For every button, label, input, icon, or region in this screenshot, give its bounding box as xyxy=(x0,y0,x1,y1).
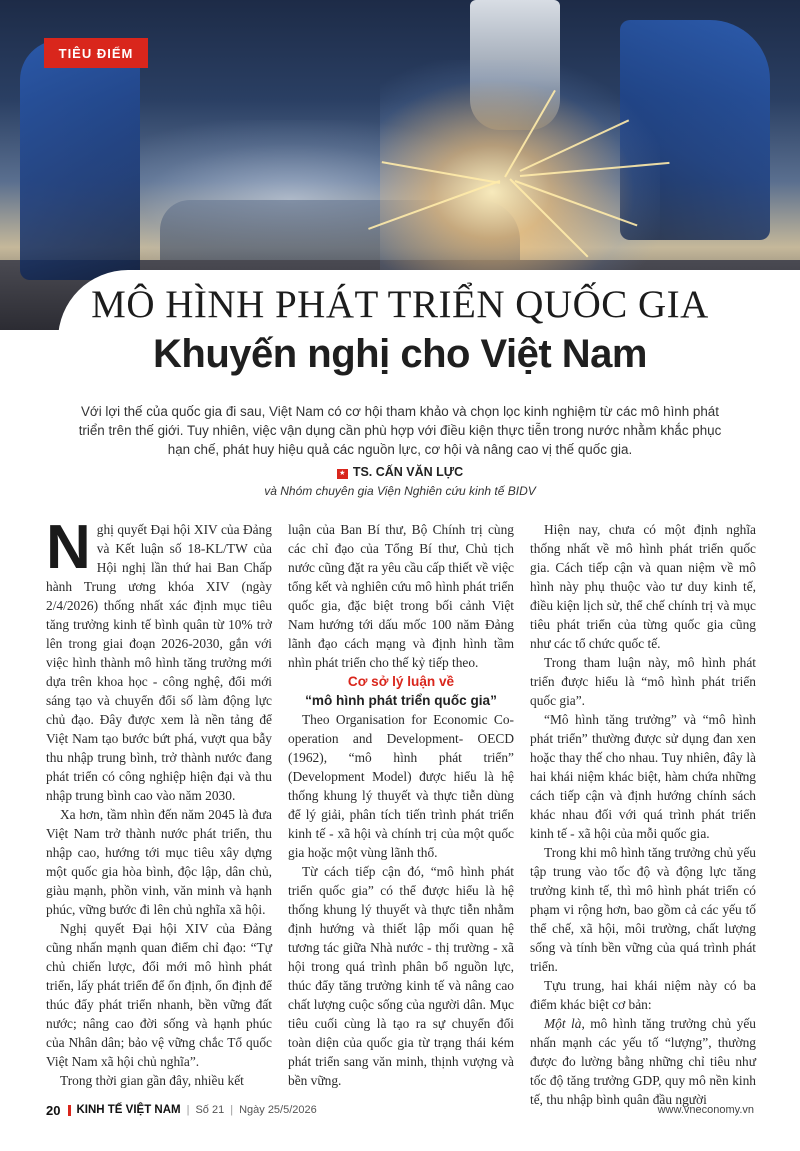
article-subtitle: Khuyến nghị cho Việt Nam xyxy=(153,332,647,376)
paragraph: Theo Organisation for Economic Co-operation and Development- OECD (1962), “mô hình phát triển” (Development Model) được hiểu là hệ thống khung lý thuyết và thực tiễn dùng để lý giải, phân tích tiến trình phát triển kinh tế - xã hội và chính trị của một quốc gia hoặc một vùng lãnh thổ. xyxy=(288,712,514,860)
paragraph: luận của Ban Bí thư, Bộ Chính trị cùng các chỉ đạo của Tổng Bí thư, Chủ tịch nước cũng đặt ra yêu cầu cấp thiết về việc tổng kết và nghiên cứu mô hình phát triển quốc gia, đặc biệt trong bối cảnh Việt Nam hướng tới dấu mốc 100 năm Đảng lãnh đạo cách mạng và định hình tầm nhìn phát triển cho thế kỷ tiếp theo. xyxy=(288,522,514,670)
coauthors: và Nhóm chuyên gia Viện Nghiên cứu kinh tế BIDV xyxy=(264,484,536,498)
byline xyxy=(0,465,800,479)
author-name: TS. CẤN VĂN LỰC xyxy=(352,465,464,479)
paragraph: Xa hơn, tầm nhìn đến năm 2045 là đưa Việt Nam trở thành nước phát triển, thu nhập cao, hướng tới mục tiêu xây dựng một quốc gia hòa bình, độc lập, dân chủ, giàu mạnh, phồn vinh, văn minh và hạnh phúc, vững bước đi lên chủ nghĩa xã hội. xyxy=(46,807,272,917)
page-footer xyxy=(46,1100,754,1120)
magazine-name: KINH TẾ VIỆT NAM xyxy=(76,1104,181,1116)
paragraph: Nghị quyết Đại hội XIV của Đảng cũng nhấn mạnh quan điểm chỉ đạo: “Tự chủ chiến lược, đổi mới mô hình phát triển, lấy phát triển để ổn định, ổn định để thúc đẩy phát triển nhanh, bền vững đất nước; nâng cao đời sống và hạnh phúc của Nhân dân; bảo vệ vững chắc Tổ quốc Việt Nam xã hội chủ nghĩa”. xyxy=(46,921,272,1069)
drop-cap: N xyxy=(46,513,91,582)
hero-robot-arm-left xyxy=(20,40,140,280)
website-link[interactable]: www.vneconomy.vn xyxy=(657,1104,754,1116)
emphasis: Một là xyxy=(544,1016,582,1031)
paragraph: “Mô hình tăng trưởng” và “mô hình phát triển” thường được sử dụng đan xen hoặc thay thế cho nhau. Tuy nhiên, đây là hai khái niệm khác biệt, hàm chứa những cách tiếp cận và định hướng chính sách khác nhau đối với quá trình phát triển kinh tế - xã hội của mỗi quốc gia. xyxy=(530,712,756,841)
page-number: 20 xyxy=(46,1102,61,1118)
footer-accent-bar xyxy=(68,1105,71,1116)
issue-date: Ngày 25/5/2026 xyxy=(239,1104,317,1116)
author-flag-icon: ★ xyxy=(337,469,348,479)
article-column-1 xyxy=(46,513,272,1090)
section-heading-line2: “mô hình phát triển quốc gia” xyxy=(305,693,497,708)
paragraph: Nghị quyết Đại hội XIV của Đảng và Kết luận số 18-KL/TW của Hội nghị lần thứ hai Ban Chấp hành Trung ương khóa XIV (ngày 2/4/2026) thống nhất xác định mục tiêu tăng trưởng kinh tế bình quân từ 10% trở lên trong giai đoạn 2026-2030, gắn với việc hình thành mô hình tăng trưởng mới dựa trên khoa học - công nghệ, đổi mới sáng tạo và chuyển đổi số làm động lực chủ đạo. Đây được xem là nền tảng để Việt Nam tạo bước bứt phá, vượt qua bẫy thu nhập trung bình, trở thành nước đang phát triển có công nghiệp hiện đại và thu nhập trung bình cao vào năm 2030. xyxy=(46,513,272,803)
article-lead: Với lợi thế của quốc gia đi sau, Việt Nam có cơ hội tham khảo và chọn lọc kinh nghiệm từ các mô hình phát triển trên thế giới. Tuy nhiên, việc vận dụng cần phù hợp với điều kiện thực tiễn trong nước nhằm khắc phục hạn chế, phát huy hiệu quả các nguồn lực, cơ hội và nâng cao vị thế quốc gia. xyxy=(78,404,722,457)
paragraph: Hiện nay, chưa có một định nghĩa thống nhất về mô hình phát triển quốc gia. Cách tiếp cận và quan niệm về mô hình này phụ thuộc vào tư duy kinh tế, điều kiện lịch sử, thể chế chính trị và mục tiêu phát triển của từng quốc gia cũng như các tổ chức quốc tế. xyxy=(530,522,756,651)
article-title: MÔ HÌNH PHÁT TRIỂN QUỐC GIA xyxy=(91,283,709,326)
paragraph: Trong khi mô hình tăng trưởng chủ yếu tập trung vào tốc độ và động lực tăng trưởng kinh tế, thì mô hình phát triển có phạm vi rộng hơn, bao gồm cả các yếu tố thể chế, xã hội, môi trường, chất lượng sống và tính bền vững của quá trình phát triển. xyxy=(530,845,756,974)
paragraph: Trong tham luận này, mô hình phát triển được hiểu là “mô hình phát triển quốc gia”. xyxy=(530,655,756,708)
section-heading-line1: Cơ sở lý luận về xyxy=(347,674,455,689)
footer-separator: | xyxy=(230,1104,234,1116)
paragraph: Một là, mô hình tăng trưởng chủ yếu nhấn mạnh các yếu tố “lượng”, thường được đo lường bằng những chỉ tiêu như tốc độ tăng trưởng GDP, quy mô nền kinh tế, thu nhập bình quân đầu người xyxy=(530,1016,756,1107)
section-tag: TIÊU ĐIỂM xyxy=(44,38,148,68)
article-column-2 xyxy=(288,520,514,1090)
issue-number: Số 21 xyxy=(195,1104,225,1116)
paragraph: Trong thời gian gần đây, nhiều kết xyxy=(60,1073,244,1088)
footer-separator: | xyxy=(186,1104,190,1116)
section-heading xyxy=(288,672,514,710)
paragraph: Tựu trung, hai khái niệm này có ba điểm khác biệt cơ bản: xyxy=(530,978,756,1012)
paragraph: Từ cách tiếp cận đó, “mô hình phát triển quốc gia” có thể được hiểu là hệ thống khung lý thuyết và thực tiễn nhằm định hướng và thiết lập mối quan hệ tương tác giữa Nhà nước - thị trường - xã hội trong quá trình phân bổ nguồn lực, thúc đẩy tăng trưởng kinh tế và nâng cao chất lượng cuộc sống của người dân. Mục tiêu cuối cùng là tạo ra sự chuyển đổi toàn diện của quốc gia từ trạng thái kém phát triển sang văn minh, thịnh vượng và bền vững. xyxy=(288,864,514,1088)
article-column-3 xyxy=(530,520,756,1109)
